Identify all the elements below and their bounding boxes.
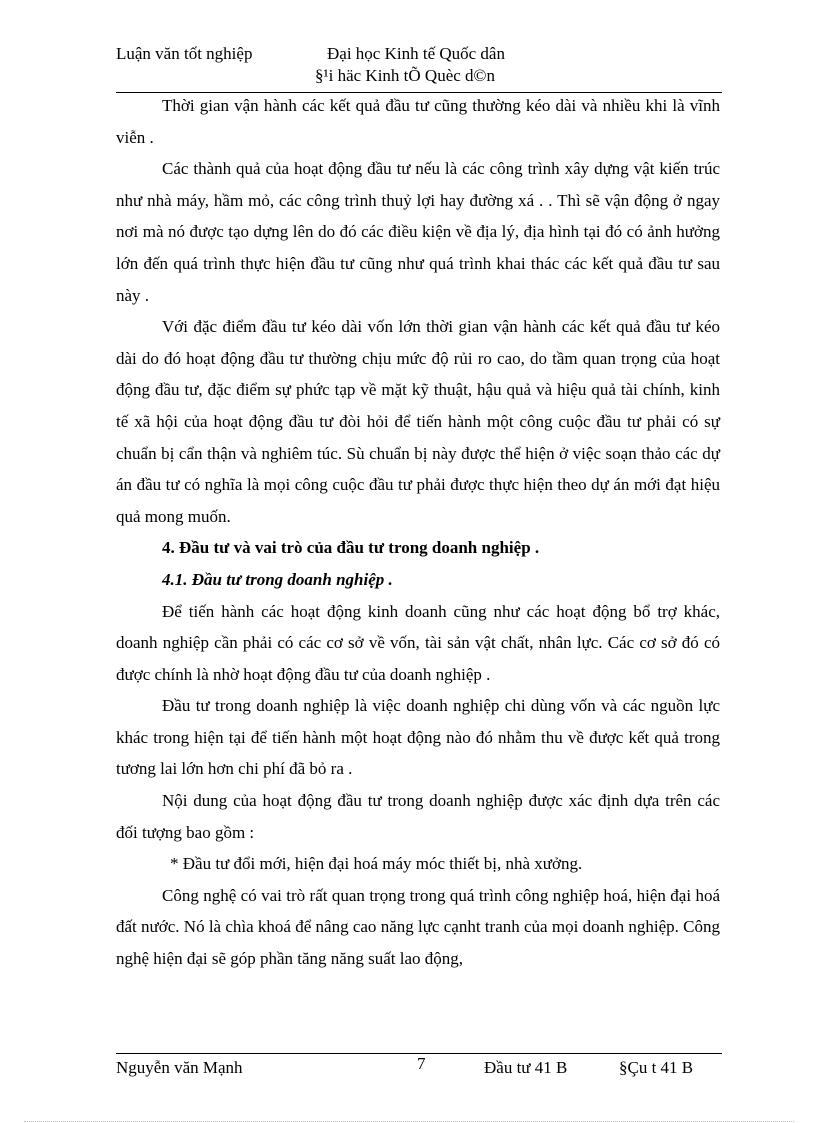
footer-class-label: Đầu tư 41 B	[484, 1058, 568, 1077]
header-university: Đại học Kinh tế Quốc dân	[327, 44, 505, 63]
paragraph-enterprise-investment-definition: Đầu tư trong doanh nghiệp là việc doanh nghiệp chi dùng vốn và các nguồn lực khác trong hiện tại để tiến hành một hoạt động nào đó nhằm thu về được kết quả trong tương lai lớn hơn chi phí đã bỏ ra .	[116, 696, 720, 779]
page-header	[116, 44, 722, 92]
subsection-heading-4-1: 4.1. Đầu tư trong doanh nghiệp .	[162, 569, 393, 589]
page-bottom-dotted-border	[24, 1121, 794, 1122]
paragraph-risk-preparation: Với đặc điểm đầu tư kéo dài vốn lớn thời gian vận hành các kết quả đầu tư kéo dài do đó hoạt động đầu tư thường chịu mức độ rủi ro cao, do tầm quan trọng của hoạt động đầu tư, đặc điểm sự phức tạp về mặt kỹ thuật, hậu quả và hiệu quả tài chính, kinh tế xã hội của hoạt động đầu tư đòi hỏi để tiến hành một công cuộc đầu tư phải có sự chuẩn bị cẩn thận và nghiêm túc. Sù chuẩn bị này được thể hiện ở việc soạn thảo các dự án đầu tư có nghĩa là mọi công cuộc đầu tư phải được thực hiện theo dự án mới đạt hiệu quả mong muốn.	[116, 317, 720, 526]
page-body	[116, 90, 720, 975]
paragraph-technology-role: Công nghệ có vai trò rất quan trọng trong quá trình công nghiệp hoá, hiện đại hoá đất nước. Nó là chìa khoá để nâng cao năng lực cạnht tranh của mọi doanh nghiệp. Công nghệ hiện đại sẽ góp phần tăng năng suất lao động,	[116, 885, 720, 969]
footer-author: Nguyễn văn Mạnh	[116, 1058, 243, 1077]
paragraph-operation-time: Thời gian vận hành các kết quả đầu tư cũng thường kéo dài và nhiều khi là vĩnh viễn .	[116, 96, 720, 147]
paragraph-business-bases: Để tiến hành các hoạt động kinh doanh cũng như các hoạt động bổ trợ khác, doanh nghiệp cần phải có các cơ sở về vốn, tài sản vật chất, nhân lực. Các cơ sở đó có được chính là nhờ hoạt động đầu tư của doanh nghiệp .	[116, 601, 720, 684]
header-university-legacy-encoding: §¹i häc Kinh tÕ Quèc d©n	[315, 66, 495, 85]
section-heading-4: 4. Đầu tư và vai trò của đầu tư trong doanh nghiệp .	[162, 538, 540, 558]
paragraph-investment-content: Nội dung của hoạt động đầu tư trong doanh nghiệp được xác định dựa trên các đối tượng bao gồm :	[116, 791, 720, 842]
page-number: 7	[417, 1054, 426, 1073]
paragraph-investment-results: Các thành quả của hoạt động đầu tư nếu là các công trình xây dựng vật kiến trúc như nhà máy, hầm mỏ, các công trình thuỷ lợi hay đường xá . . Thì sẽ vận động ở ngay nơi mà nó được tạo dựng lên do đó các điều kiện về địa lý, địa hình tại đó có ảnh hưởng lớn đến quá trình thực hiện đầu tư cũng như quá trình khai thác các kết quả đầu tư sau này .	[116, 159, 720, 305]
header-thesis-title: Luận văn tốt nghiệp	[116, 44, 253, 63]
footer-class-legacy-encoding: §Çu t 41 B	[619, 1058, 694, 1077]
bullet-equipment-modernization: * Đầu tư đổi mới, hiện đại hoá máy móc thiết bị, nhà xưởng.	[170, 854, 583, 874]
